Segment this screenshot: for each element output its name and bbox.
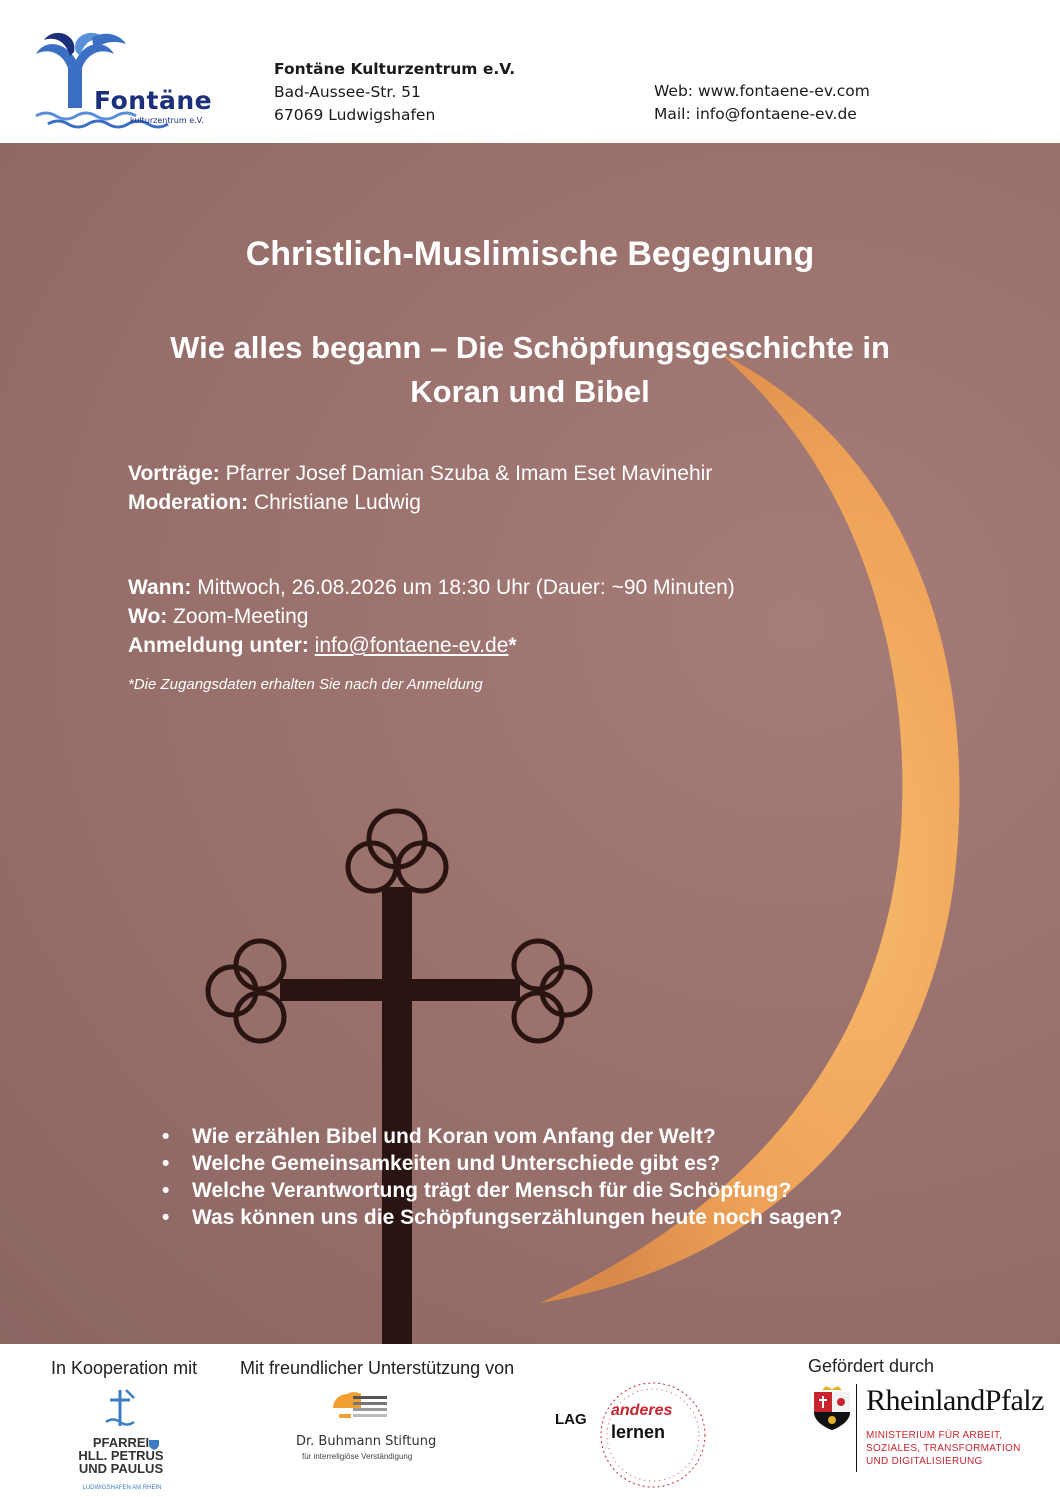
- cross-body: [280, 887, 520, 1344]
- buhmann-name: Dr. Buhmann Stiftung: [296, 1434, 437, 1449]
- list-item: • Was können uns die Schöpfungserzählungen heute noch sagen?: [160, 1204, 842, 1231]
- list-item: • Welche Gemeinsamkeiten und Unterschiede gibt es?: [160, 1150, 842, 1177]
- funded-label: Gefördert durch: [808, 1356, 935, 1376]
- pfarrei-name: PFARREI HLL. PETRUS UND PAULUS: [78, 1435, 164, 1476]
- cooperation-label: In Kooperation mit: [51, 1358, 198, 1378]
- buhmann-logo-icon: [333, 1390, 389, 1426]
- contact-block: [654, 80, 870, 126]
- mail-link[interactable]: Mail: info@fontaene-ev.de: [654, 105, 857, 123]
- lag-lernen: lernen: [611, 1422, 666, 1442]
- support-label: Mit freundlicher Unterstützung von: [240, 1358, 515, 1378]
- logo-subtitle: kulturzentrum e.V.: [130, 116, 204, 125]
- web-link[interactable]: Web: www.fontaene-ev.com: [654, 82, 870, 100]
- registration-line: Anmeldung unter: info@fontaene-ev.de*: [128, 634, 517, 657]
- event-title: Christlich-Muslimische Begegnung: [245, 235, 815, 273]
- questions-list: [160, 1123, 842, 1231]
- moderation-line: Moderation: Christiane Ludwig: [128, 491, 421, 514]
- logo-wordmark: Fontäne: [94, 86, 213, 115]
- hero-section: [0, 143, 1060, 1344]
- speakers-block: [128, 459, 712, 517]
- rlp-coat-of-arms-icon: [812, 1384, 852, 1432]
- subtitle-line-1: Wie alles begann – Die Schöpfungsgeschichte in: [170, 330, 890, 365]
- pfarrei-logo-icon: [100, 1386, 140, 1434]
- subtitle-line-2: Koran und Bibel: [410, 374, 650, 409]
- buhmann-subtitle: für interreligiöse Verständigung: [302, 1452, 413, 1461]
- address-block: [274, 58, 515, 127]
- rlp-divider: [856, 1384, 857, 1472]
- header: [0, 0, 1060, 143]
- footer: [0, 1344, 1060, 1497]
- lag-anderes: anderes: [611, 1402, 673, 1419]
- list-item: • Welche Verantwortung trägt der Mensch für die Schöpfung?: [160, 1177, 842, 1204]
- street: Bad-Aussee-Str. 51: [274, 83, 421, 101]
- pfarrei-subtitle: LUDWIGSHAFEN AM RHEIN: [82, 1485, 162, 1491]
- event-subtitle: [100, 326, 960, 414]
- speakers-line: Vorträge: Pfarrer Josef Damian Szuba & Imam Eset Mavinehir: [128, 462, 713, 485]
- org-name: Fontäne Kulturzentrum e.V.: [274, 60, 516, 78]
- when-line: Wann: Mittwoch, 26.08.2026 um 18:30 Uhr (Dauer: ~90 Minuten): [128, 576, 735, 599]
- lag-label: LAG: [555, 1411, 587, 1428]
- access-note: *Die Zugangsdaten erhalten Sie nach der Anmeldung: [128, 676, 483, 693]
- registration-email-link[interactable]: info@fontaene-ev.de: [314, 634, 509, 657]
- list-item: • Wie erzählen Bibel und Koran vom Anfang der Welt?: [160, 1123, 842, 1150]
- rlp-wordmark: RheinlandPfalz: [866, 1384, 1044, 1417]
- details-block: [128, 573, 735, 660]
- city: 67069 Ludwigshafen: [274, 106, 436, 124]
- rlp-ministry: MINISTERIUM FÜR ARBEIT, SOZIALES, TRANSFORMATION UND DIGITALISIERUNG: [866, 1430, 1021, 1467]
- where-line: Wo: Zoom-Meeting: [128, 605, 309, 628]
